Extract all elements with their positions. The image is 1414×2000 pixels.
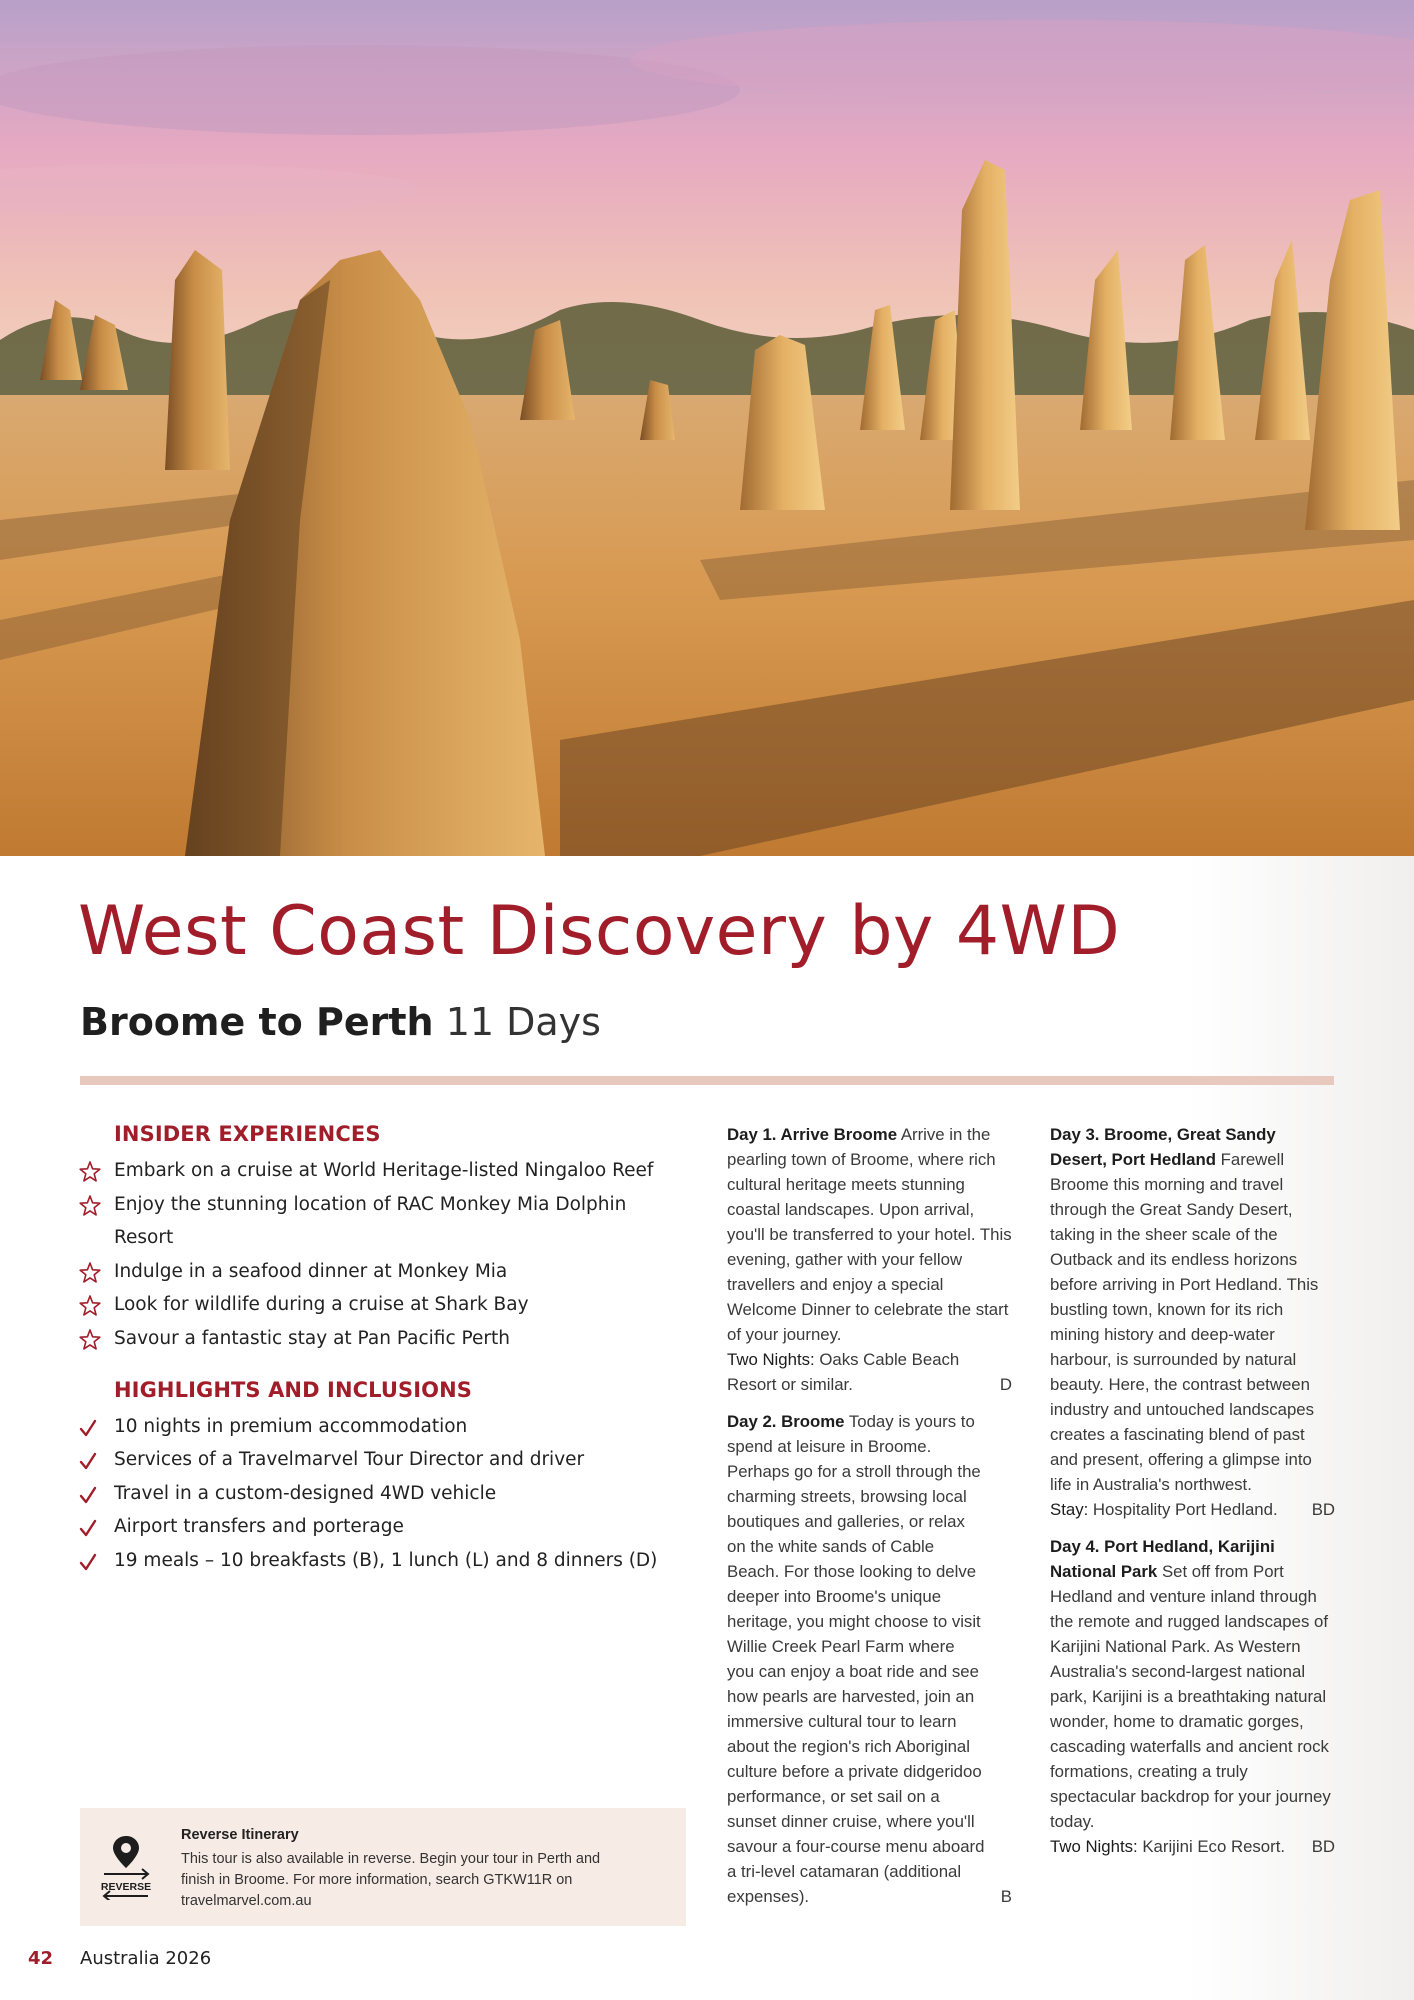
list-item [78, 1443, 688, 1477]
itinerary-column-2 [1050, 1122, 1335, 1871]
page-number: 42 [28, 1948, 54, 1969]
stay-label: Two Nights: [1050, 1837, 1138, 1856]
highlight-item-text: 10 nights in premium accommodation [114, 1415, 468, 1437]
checkmark-icon [78, 1552, 98, 1572]
stay-text: Karijini Eco Resort. [1142, 1837, 1286, 1856]
day-heading: Day 2. Broome [727, 1412, 845, 1431]
reverse-text: This tour is also available in reverse. Begin your tour in Perth and finish in Broome. For more information, search GTKW11R on travelmarvel.com.au [181, 1851, 601, 1909]
list-item [78, 1288, 688, 1322]
day-body-row [727, 1409, 1012, 1909]
list-item [78, 1544, 688, 1578]
publication-label: Australia 2026 [80, 1948, 212, 1969]
checkmark-icon [78, 1485, 98, 1505]
day-body: Set off from Port Hedland and venture inland through the remote and rugged landscapes of Karijini National Park. As Western Australia's second-largest national park, Karijini is a breathtaking natural wonder, home to dramatic gorges, cascading waterfalls and ancient rock formations, creating a truly spectacular backdrop for your journey today. [1050, 1562, 1331, 1831]
checkmark-icon [78, 1418, 98, 1438]
highlights-list [78, 1410, 688, 1578]
list-item [78, 1510, 688, 1544]
day-entry [1050, 1122, 1335, 1522]
stay-label: Stay: [1050, 1500, 1089, 1519]
title-divider [80, 1076, 1334, 1085]
day-body: Today is yours to spend at leisure in Broome. Perhaps go for a stroll through the charming streets, browsing local boutiques and galleries, or relax on the white sands of Cable Beach. For those looking to delve deeper into Broome's unique heritage, you might choose to visit Willie Creek Pearl Farm where you can enjoy a boat ride and see how pearls are harvested, join an immersive cultural tour to learn about the region's rich Aboriginal culture before a private didgeridoo performance, or set sail on a sunset dinner cruise, where you'll savour a four-course menu aboard a tri-level catamaran (additional expenses). [727, 1412, 985, 1906]
star-icon [78, 1294, 102, 1318]
insider-item-text: Enjoy the stunning location of RAC Monkey Mia Dolphin Resort [114, 1193, 627, 1249]
highlight-item-text: Travel in a custom-designed 4WD vehicle [114, 1482, 497, 1504]
itinerary-column-1 [727, 1122, 1012, 1921]
highlights-heading: HIGHLIGHTS AND INCLUSIONS [114, 1377, 473, 1402]
reverse-itinerary-box [80, 1808, 686, 1926]
stay-text: Hospitality Port Hedland. [1092, 1500, 1278, 1519]
highlight-item-text: Airport transfers and porterage [114, 1516, 404, 1538]
pinnacles-desert-photo [0, 0, 1414, 856]
day-entry [1050, 1534, 1335, 1859]
list-item [78, 1154, 688, 1188]
insider-item-text: Embark on a cruise at World Heritage-listed Ningaloo Reef [114, 1160, 654, 1181]
day-body: Arrive in the pearling town of Broome, where rich cultural heritage meets stunning coastal landscapes. Upon arrival, you'll be transferred to your hotel. This evening, gather with your fellow travellers and enjoy a special Welcome Dinner to celebrate the start of your journey. [727, 1125, 1012, 1344]
stay-text: Oaks Cable Beach Resort or similar. [727, 1350, 960, 1394]
day-heading: Day 1. Arrive Broome [727, 1125, 898, 1144]
day-entry [727, 1122, 1012, 1397]
star-icon [78, 1194, 102, 1218]
tour-subtitle [80, 1002, 601, 1044]
day-entry [727, 1409, 1012, 1909]
day-heading: Day 3. Broome, Great Sandy Desert, Port Hedland [1050, 1125, 1276, 1169]
insider-item-text: Indulge in a seafood dinner at Monkey Mia [114, 1260, 508, 1282]
star-icon [78, 1261, 102, 1285]
reverse-title: Reverse Itinerary [181, 1827, 299, 1843]
list-item [78, 1322, 688, 1356]
meal-code: B [1000, 1887, 1012, 1906]
meal-code: BD [1311, 1837, 1335, 1856]
list-item [78, 1188, 688, 1255]
checkmark-icon [78, 1451, 98, 1471]
checkmark-icon [78, 1518, 98, 1538]
highlight-item-text: 19 meals – 10 breakfasts (B), 1 lunch (L) and 8 dinners (D) [114, 1549, 658, 1571]
insider-heading: INSIDER EXPERIENCES [114, 1122, 381, 1146]
reverse-icon-label: REVERSE [100, 1881, 152, 1893]
reverse-route-icon [98, 1834, 154, 1900]
day-stay [1050, 1497, 1335, 1522]
list-item [78, 1477, 688, 1511]
insider-item-text: Savour a fantastic stay at Pan Pacific Perth [114, 1327, 510, 1349]
insider-item-text: Look for wildlife during a cruise at Shark Bay [114, 1294, 529, 1316]
list-item [78, 1410, 688, 1444]
list-item [78, 1255, 688, 1289]
page-title: West Coast Discovery by 4WD [78, 892, 1121, 971]
tour-route: Broome to Perth [80, 1000, 434, 1044]
tour-duration: 11 Days [445, 1000, 601, 1044]
star-icon [78, 1328, 102, 1352]
day-stay [727, 1347, 1012, 1397]
day-body: Farewell Broome this morning and travel through the Great Sandy Desert, taking in the sheer scale of the Outback and its endless horizons before arriving in Port Hedland. This bustling town, known for its rich mining history and deep-water harbour, is surrounded by natural beauty. Here, the contrast between industry and untouched landscapes creates a fascinating blend of past and present, offering a glimpse into life in Australia's northwest. [1050, 1150, 1319, 1494]
left-column [78, 1122, 688, 1578]
hero-image [0, 0, 1414, 856]
meal-code: D [999, 1375, 1012, 1394]
day-stay [1050, 1834, 1335, 1859]
highlight-item-text: Services of a Travelmarvel Tour Director and driver [114, 1449, 585, 1471]
star-icon [78, 1160, 102, 1184]
stay-label: Two Nights: [727, 1350, 815, 1369]
day-heading: Day 4. Port Hedland, Karijini National Park [1050, 1537, 1275, 1581]
insider-list [78, 1154, 688, 1356]
meal-code: BD [1311, 1500, 1335, 1519]
